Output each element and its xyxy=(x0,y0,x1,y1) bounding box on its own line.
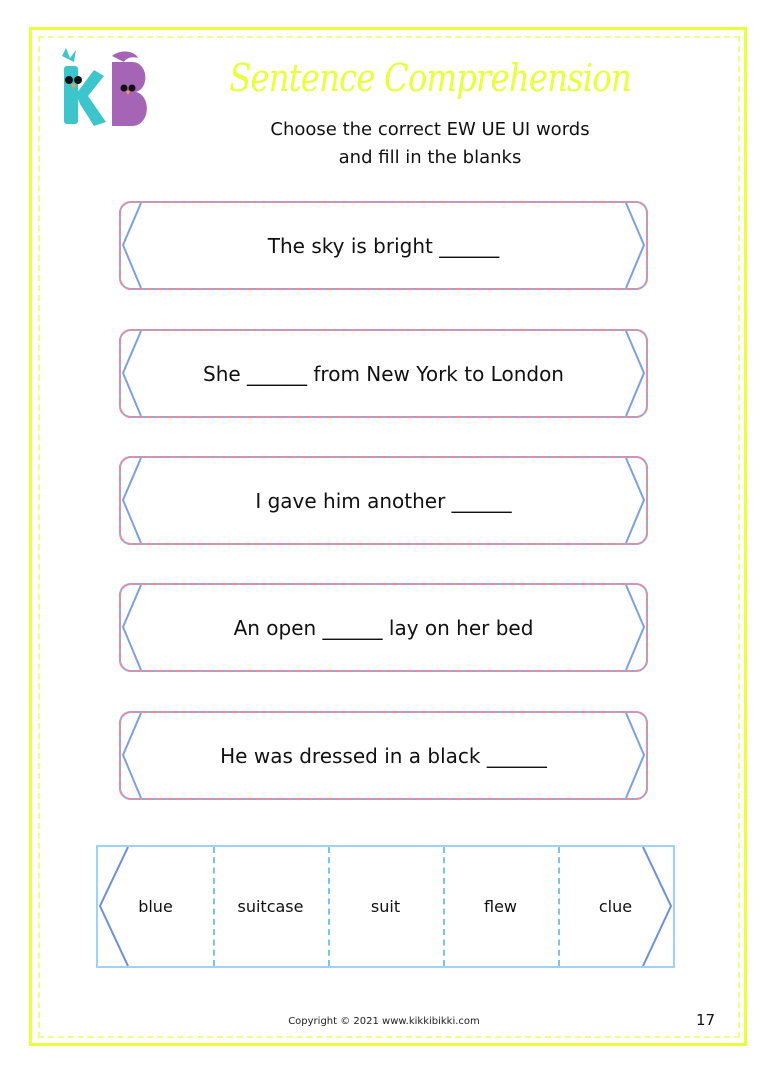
sentence-box-1 xyxy=(119,201,648,290)
word-bank xyxy=(96,845,675,968)
sentence-box-4 xyxy=(119,583,648,672)
sentence-box-2 xyxy=(119,329,648,418)
instructions xyxy=(180,116,680,172)
sentence-text: She ______ from New York to London xyxy=(203,361,564,386)
copyright-text: Copyright © 2021 www.kikkibikki.com xyxy=(288,1016,480,1027)
sentence-text: I gave him another ______ xyxy=(255,488,512,513)
word-bank-item: blue xyxy=(138,897,173,916)
instructions-line-2: and fill in the blanks xyxy=(338,147,522,168)
word-bank-item: suitcase xyxy=(237,897,304,916)
word-bank-item: suit xyxy=(370,897,401,916)
worksheet-title: Sentence Comprehension xyxy=(229,56,631,100)
sentence-box-5 xyxy=(119,711,648,800)
sentence-text: An open ______ lay on her bed xyxy=(233,615,534,640)
sentence-text: The sky is bright ______ xyxy=(267,233,500,258)
sentence-box-3 xyxy=(119,456,648,545)
word-bank-item: clue xyxy=(598,897,633,916)
page-number: 17 xyxy=(696,1011,716,1029)
word-bank-item: flew xyxy=(483,897,517,916)
kb-logo xyxy=(52,46,152,130)
instructions-line-1: Choose the correct EW UE UI words xyxy=(270,119,590,140)
sentence-text: He was dressed in a black ______ xyxy=(220,743,547,768)
